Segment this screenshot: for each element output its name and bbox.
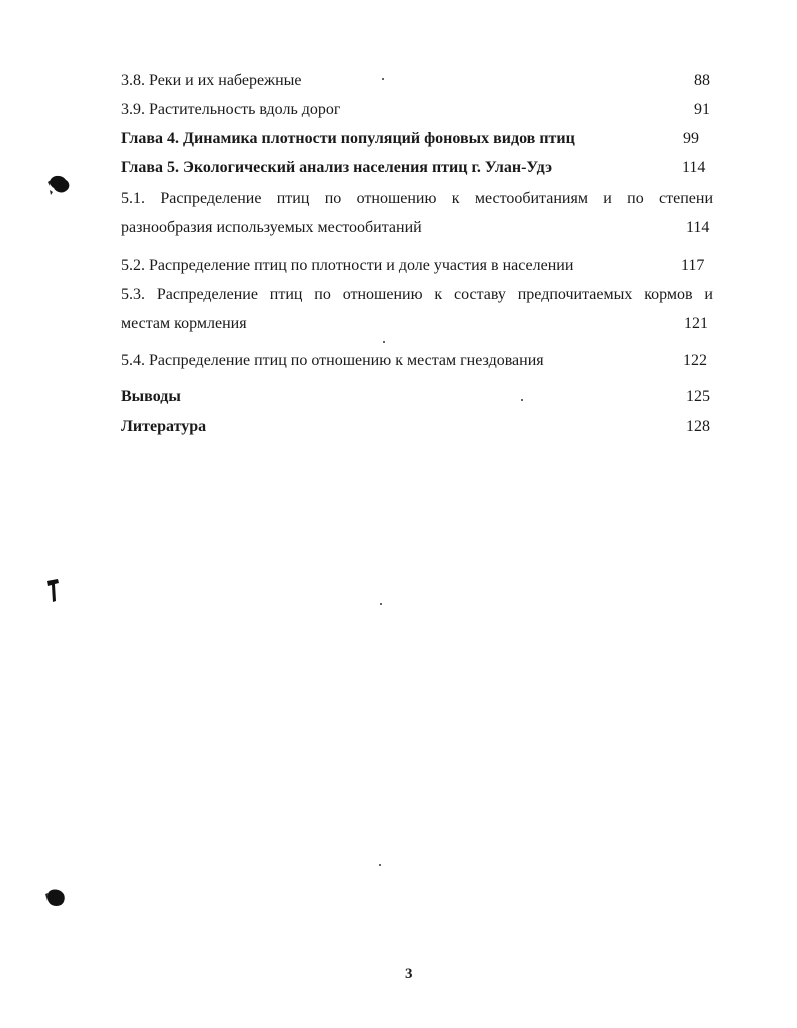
scan-speck [379, 864, 381, 866]
scan-speck [380, 603, 382, 605]
toc-page-conclusions: 125 [686, 388, 710, 405]
toc-entry-5-1-line-1: 5.1. Распределение птиц по отношению к местообитаниям и по степени [121, 190, 713, 207]
scan-blot-icon [44, 577, 64, 605]
toc-entry-3-8: 3.8. Реки и их набережные [121, 72, 302, 89]
toc-entry-chapter-4: Глава 4. Динамика плотности популяций фоновых видов птиц [121, 130, 575, 147]
scan-blot-icon [44, 170, 74, 200]
toc-page-5-2: 117 [681, 257, 705, 274]
toc-page-5-1: 114 [686, 219, 710, 236]
toc-page-5-3: 121 [684, 315, 708, 332]
toc-page-chapter-4: 99 [683, 130, 699, 147]
toc-page-3-8: 88 [694, 72, 710, 89]
toc-page-literature: 128 [686, 418, 710, 435]
scan-speck [382, 78, 384, 80]
toc-entry-5-3-line-2: местам кормления [121, 315, 247, 332]
page-number: 3 [405, 966, 413, 982]
toc-entry-5-1-line-2: разнообразия используемых местообитаний [121, 219, 422, 236]
toc-page-5-4: 122 [683, 352, 707, 369]
toc-entry-3-9: 3.9. Растительность вдоль дорог [121, 101, 341, 118]
toc-entry-5-3-line-1: 5.3. Распределение птиц по отношению к составу предпочитаемых кормов и [121, 286, 713, 303]
toc-entry-5-2: 5.2. Распределение птиц по плотности и доле участия в населении [121, 257, 574, 274]
scan-speck [521, 399, 523, 401]
scan-speck [383, 341, 385, 343]
toc-entry-chapter-5: Глава 5. Экологический анализ населения птиц г. Улан-Удэ [121, 159, 552, 176]
scan-blot-icon [44, 886, 70, 910]
toc-page-chapter-5: 114 [682, 159, 706, 176]
toc-entry-literature: Литература [121, 418, 207, 435]
toc-page-3-9: 91 [694, 101, 710, 118]
toc-entry-conclusions: Выводы [121, 388, 181, 405]
toc-entry-5-4: 5.4. Распределение птиц по отношению к местам гнездования [121, 352, 544, 369]
